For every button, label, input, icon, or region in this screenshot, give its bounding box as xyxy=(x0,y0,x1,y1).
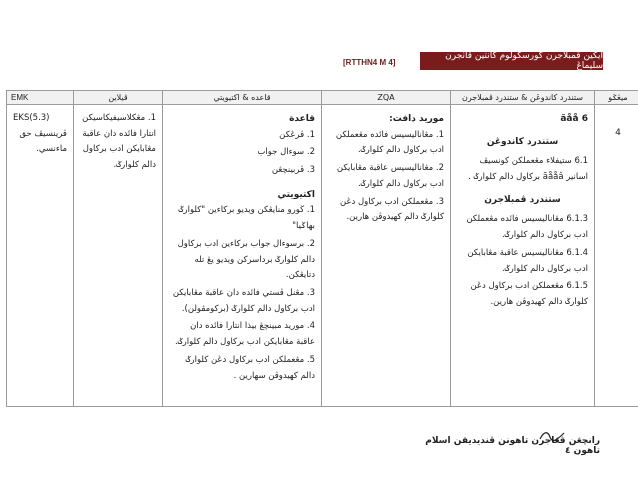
activity-title: اكتيويتي xyxy=(277,189,315,200)
header-zqa: ZQA xyxy=(322,91,451,105)
method-item: 1. ڤرڠكن xyxy=(279,129,315,140)
header-method: قاعده & اكتيويتي xyxy=(163,91,322,105)
activity-step: 4. موريد مبينچڠ بيذا انتارا فائده دان عاقبة مڠابايكن ادب برکاول دالم كلوارݢ. xyxy=(174,321,315,348)
objective-title: موريد دافت: xyxy=(389,114,444,124)
content-standard-text: 6.1 ستيفلاء مڠعملكن كونسيڤ اسانير ãååâ برکاول دالم كلوارݢ . xyxy=(468,156,588,182)
standard-top: 6 ãåå xyxy=(560,114,588,124)
activity-step: 2. برسوءال جواب برکاءين ادب برکاول دالم كلوارݢ برداسركن ويديو يڠ تله دتايڠكن. xyxy=(177,238,315,281)
objective-cell xyxy=(322,105,451,407)
objective-item: 2. مڠاناليسيس عاقبة مڠابايكن ادب برکاول دالم كلوارݢ. xyxy=(336,163,444,189)
content-standard-title: ستندرد كاندوڠن xyxy=(486,136,559,147)
learning-standard-item: 6.1.4 مڠاناليسيس عاقبة مڠابايكن ادب برکاول دالم كلوارݢ. xyxy=(467,247,588,274)
objective-item: 3. مڠعملكن ادب برکاول دڠن كلوارݢ دالم كهيدوڤن هارين. xyxy=(339,196,444,223)
header-standard: ستندرد كاندوڠن & ستندرد ڤمبلاجرن xyxy=(451,91,595,105)
emk-text: ڤرينسيڤ حق ماءنسي. xyxy=(19,128,67,155)
table-header-row xyxy=(7,91,638,105)
header-emk: EMK xyxy=(7,91,74,105)
emk-cell xyxy=(7,105,74,407)
table-row xyxy=(7,105,638,407)
skill-cell xyxy=(74,105,163,407)
activity-step: 3. مڠنل ڤستي فائده دان عاقبة مڠابايكن ادب برکاول دالم كلوارݢ (بركومڤولن). xyxy=(172,288,315,314)
footer-text: رانچڠن ڤڠاجرن تاهونن ڤنديديقن اسلام تاهون ٤ xyxy=(425,436,600,456)
lesson-plan-table xyxy=(6,90,638,407)
activity-step: 1. ڬورو منايڠكن ويديو برکاءين "كلوارݢ بهاݢيا" xyxy=(178,205,315,232)
objective-item: 1. مڠاناليسيس فائده مڠعملكن ادب برکاول دالم كلوارݢ. xyxy=(335,129,444,156)
method-cell xyxy=(163,105,322,407)
signature-mark xyxy=(538,429,566,443)
week-number: 4 xyxy=(615,128,621,138)
emk-code: EKS(5.3) xyxy=(13,113,50,123)
header-banner: ايڬين ڤمبلاجرن كورسكولوم كانتين ڤاٺجرن سليماڠ xyxy=(420,52,603,70)
skill-item: 1. مڠكلاسيفيكاسيكن انتارا فائده دان عاقبة مڠابايكن ادب برکاول دالم كلوارݢ. xyxy=(82,113,156,171)
header-activity: ڤيلاين xyxy=(74,91,163,105)
week-cell xyxy=(595,105,638,407)
standard-cell xyxy=(451,105,595,407)
document-code: [RTTHN4 M 4] xyxy=(343,58,396,67)
learning-standard-item: 6.1.5 مڠعملكن ادب برکاول دڠن كلوارݢ دالم كهيدوڤن هارين. xyxy=(470,281,588,307)
learning-standard-title: ستندرد ڤمبلاجرن xyxy=(484,194,561,205)
activity-step: 5. مڠعملكن ادب برکاول دڠن كلوارݢ دالم كهيدوڤن سهارين . xyxy=(185,354,315,381)
header-week: ميڠݢو xyxy=(595,91,638,105)
method-title: قاعدة xyxy=(289,114,315,124)
method-item: 2. سوءال جواب xyxy=(257,147,315,158)
method-item: 3. ڤربينچڠن xyxy=(271,165,315,176)
learning-standard-item: 6.1.3 مڠاناليسيس فائده مڠعملكن ادب برکاول دالم كلوارݢ. xyxy=(466,214,588,241)
